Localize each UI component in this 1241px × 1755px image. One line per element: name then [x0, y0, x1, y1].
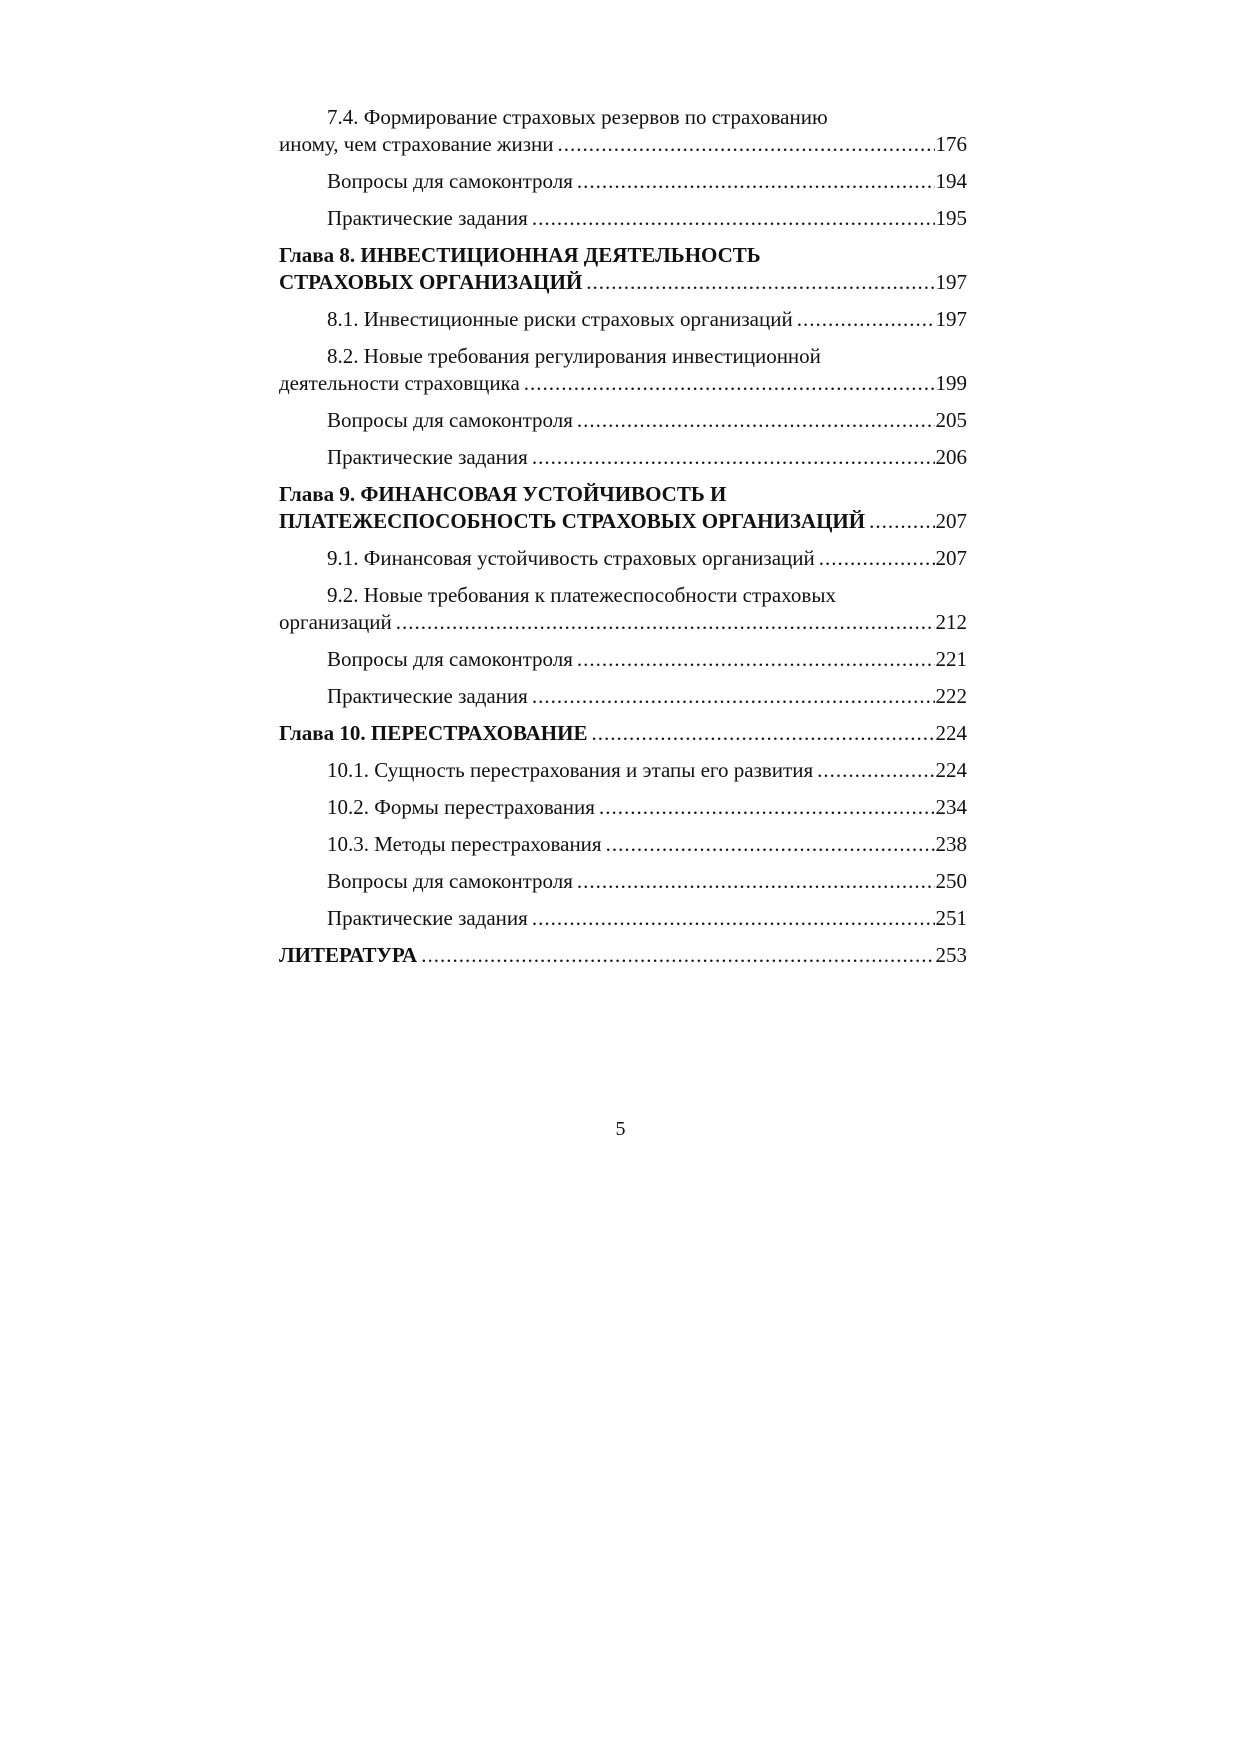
toc-entry-tasks-7[interactable] [279, 205, 967, 232]
dot-leader [869, 508, 934, 535]
toc-entry-title: 8.1. Инвестиционные риски страховых организаций [327, 307, 793, 331]
dot-leader [396, 609, 935, 636]
toc-entry-title-line1: Глава 8. ИНВЕСТИЦИОННАЯ ДЕЯТЕЛЬНОСТЬ [279, 243, 761, 267]
dot-leader [819, 545, 935, 572]
dot-leader [817, 757, 934, 784]
toc-entry-title-line2: СТРАХОВЫХ ОРГАНИЗАЦИЙ [279, 270, 583, 294]
dot-leader [532, 444, 935, 471]
toc-entry-title: Глава 10. ПЕРЕСТРАХОВАНИЕ [279, 721, 588, 745]
toc-entry-page: 222 [935, 684, 967, 708]
toc-chapter-10[interactable] [279, 720, 967, 747]
dot-leader [586, 269, 934, 296]
toc-entry-page: 251 [935, 906, 967, 930]
dot-leader [558, 131, 935, 158]
toc-entry-title-line1: Глава 9. ФИНАНСОВАЯ УСТОЙЧИВОСТЬ И [279, 482, 727, 506]
toc-entry-page: 194 [935, 169, 967, 193]
toc-entry-page: 195 [935, 206, 967, 230]
toc-entry-8-1[interactable] [279, 306, 967, 333]
toc-entry-9-1[interactable] [279, 545, 967, 572]
dot-leader [599, 794, 935, 821]
toc-entry-questions-8[interactable] [279, 407, 967, 434]
toc-entry-page: 197 [935, 270, 967, 294]
toc-entry-title-line1: 8.2. Новые требования регулирования инвестиционной [327, 344, 821, 368]
toc-entry-7-4[interactable] [279, 104, 967, 158]
dot-leader [591, 720, 934, 747]
dot-leader [606, 831, 935, 858]
toc-entry-title-line1: 9.2. Новые требования к платежеспособности страховых [327, 583, 836, 607]
toc-entry-page: 207 [935, 509, 967, 533]
toc-entry-title-line2: организаций [279, 610, 392, 634]
toc-chapter-8[interactable] [279, 242, 967, 296]
toc-entry-page: 205 [935, 408, 967, 432]
toc-entry-title-line1: 7.4. Формирование страховых резервов по страхованию [327, 105, 828, 129]
toc-entry-title: Практические задания [327, 906, 528, 930]
toc-entry-page: 206 [935, 445, 967, 469]
toc-entry-tasks-8[interactable] [279, 444, 967, 471]
toc-entry-page: 253 [935, 943, 967, 967]
toc-entry-page: 212 [935, 610, 967, 634]
toc-entry-page: 176 [935, 132, 967, 156]
toc-entry-page: 199 [935, 371, 967, 395]
toc-entry-page: 250 [935, 869, 967, 893]
toc-entry-title: Вопросы для самоконтроля [327, 869, 573, 893]
dot-leader [577, 868, 935, 895]
toc-literature[interactable] [279, 942, 967, 969]
toc-entry-title: Вопросы для самоконтроля [327, 647, 573, 671]
toc-entry-tasks-9[interactable] [279, 683, 967, 710]
toc-entry-title: 10.1. Сущность перестрахования и этапы его развития [327, 758, 814, 782]
dot-leader [532, 205, 935, 232]
toc-entry-9-2[interactable] [279, 582, 967, 636]
toc-entry-page: 207 [935, 546, 967, 570]
toc-entry-8-2[interactable] [279, 343, 967, 397]
dot-leader [421, 942, 934, 969]
toc-entry-title: 9.1. Финансовая устойчивость страховых организаций [327, 546, 815, 570]
toc-entry-10-2[interactable] [279, 794, 967, 821]
toc-entry-page: 197 [935, 307, 967, 331]
page-number: 5 [615, 1118, 626, 1140]
table-of-contents [279, 104, 967, 979]
toc-entry-10-3[interactable] [279, 831, 967, 858]
dot-leader [797, 306, 935, 333]
dot-leader [577, 646, 935, 673]
toc-entry-questions-9[interactable] [279, 646, 967, 673]
toc-entry-title: Практические задания [327, 445, 528, 469]
toc-entry-questions-7[interactable] [279, 168, 967, 195]
toc-entry-title: Практические задания [327, 684, 528, 708]
toc-chapter-9[interactable] [279, 481, 967, 535]
toc-entry-title: ЛИТЕРАТУРА [279, 943, 418, 967]
toc-entry-title: 10.2. Формы перестрахования [327, 795, 595, 819]
dot-leader [524, 370, 935, 397]
toc-entry-title-line2: деятельности страховщика [279, 371, 520, 395]
dot-leader [577, 168, 935, 195]
dot-leader [577, 407, 935, 434]
toc-entry-page: 224 [935, 758, 967, 782]
toc-entry-title: 10.3. Методы перестрахования [327, 832, 602, 856]
toc-entry-title: Практические задания [327, 206, 528, 230]
dot-leader [532, 683, 935, 710]
toc-entry-title: Вопросы для самоконтроля [327, 408, 573, 432]
dot-leader [532, 905, 935, 932]
toc-entry-10-1[interactable] [279, 757, 967, 784]
toc-entry-page: 221 [935, 647, 967, 671]
toc-entry-page: 238 [935, 832, 967, 856]
toc-entry-page: 224 [935, 721, 967, 745]
toc-entry-questions-10[interactable] [279, 868, 967, 895]
toc-entry-title-line2: ПЛАТЕЖЕСПОСОБНОСТЬ СТРАХОВЫХ ОРГАНИЗАЦИЙ [279, 509, 866, 533]
toc-entry-page: 234 [935, 795, 967, 819]
toc-entry-title-line2: иному, чем страхование жизни [279, 132, 554, 156]
toc-entry-title: Вопросы для самоконтроля [327, 169, 573, 193]
toc-entry-tasks-10[interactable] [279, 905, 967, 932]
